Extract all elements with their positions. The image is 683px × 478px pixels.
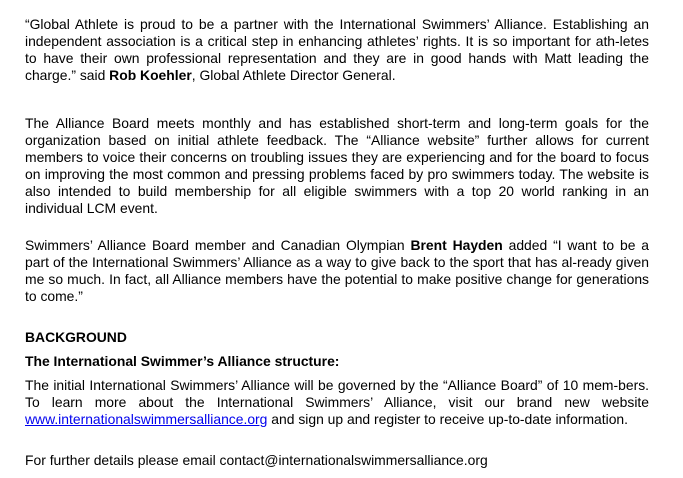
background-heading: BACKGROUND (25, 329, 127, 345)
alliance-structure-paragraph (25, 377, 649, 428)
structure-text-end: and sign up and register to receive up-to-date information. (267, 411, 629, 427)
structure-heading: The International Swimmer’s Alliance structure: (25, 353, 340, 369)
quote-text: “Global Athlete is proud to be a partner with the International Swimmers’ Alliance. Establishing an independent association is a critical step in enhancing athletes’ rights. It is so important for ath-letes to have their own professional representation and they are in good hands with Matt leading the charge.” said (25, 16, 649, 83)
brent-hayden-quote-paragraph (25, 237, 649, 305)
brent-hayden-name: Brent Hayden (410, 237, 503, 253)
rob-koehler-name: Rob Koehler (109, 67, 192, 83)
alliance-board-paragraph: The Alliance Board meets monthly and has established short-term and long-term goals for the organization based on initial athlete feedback. The “Alliance website” further allows for current members to voice their concerns on troubling issues they are experiencing and for the board to focus on improving the most common and pressing problems faced by pro swimmers today. The website is also intended to build membership for all eligible swimmers with a top 20 world ranking in an individual LCM event. (25, 115, 649, 216)
hayden-quote-text: added “I want to be a part of the International Swimmers’ Alliance as a way to give back to the sport that has al-ready given me so much. In fact, all Alliance members have the potential to make positive change for generations to come.” (25, 237, 650, 304)
quote-attribution: , Global Athlete Director General. (191, 67, 396, 83)
alliance-website-link[interactable]: www.internationalswimmersalliance.org (25, 411, 268, 427)
structure-text: The initial International Swimmers’ Alliance will be governed by the “Alliance Board” of 10 mem-bers. To learn more about the International Swimmers’ Alliance, visit our brand new website (25, 377, 649, 410)
contact-line: For further details please email contact@internationalswimmersalliance.org (25, 452, 488, 468)
global-athlete-quote-paragraph (25, 16, 649, 84)
hayden-intro-text: Swimmers’ Alliance Board member and Canadian Olympian (25, 237, 411, 253)
